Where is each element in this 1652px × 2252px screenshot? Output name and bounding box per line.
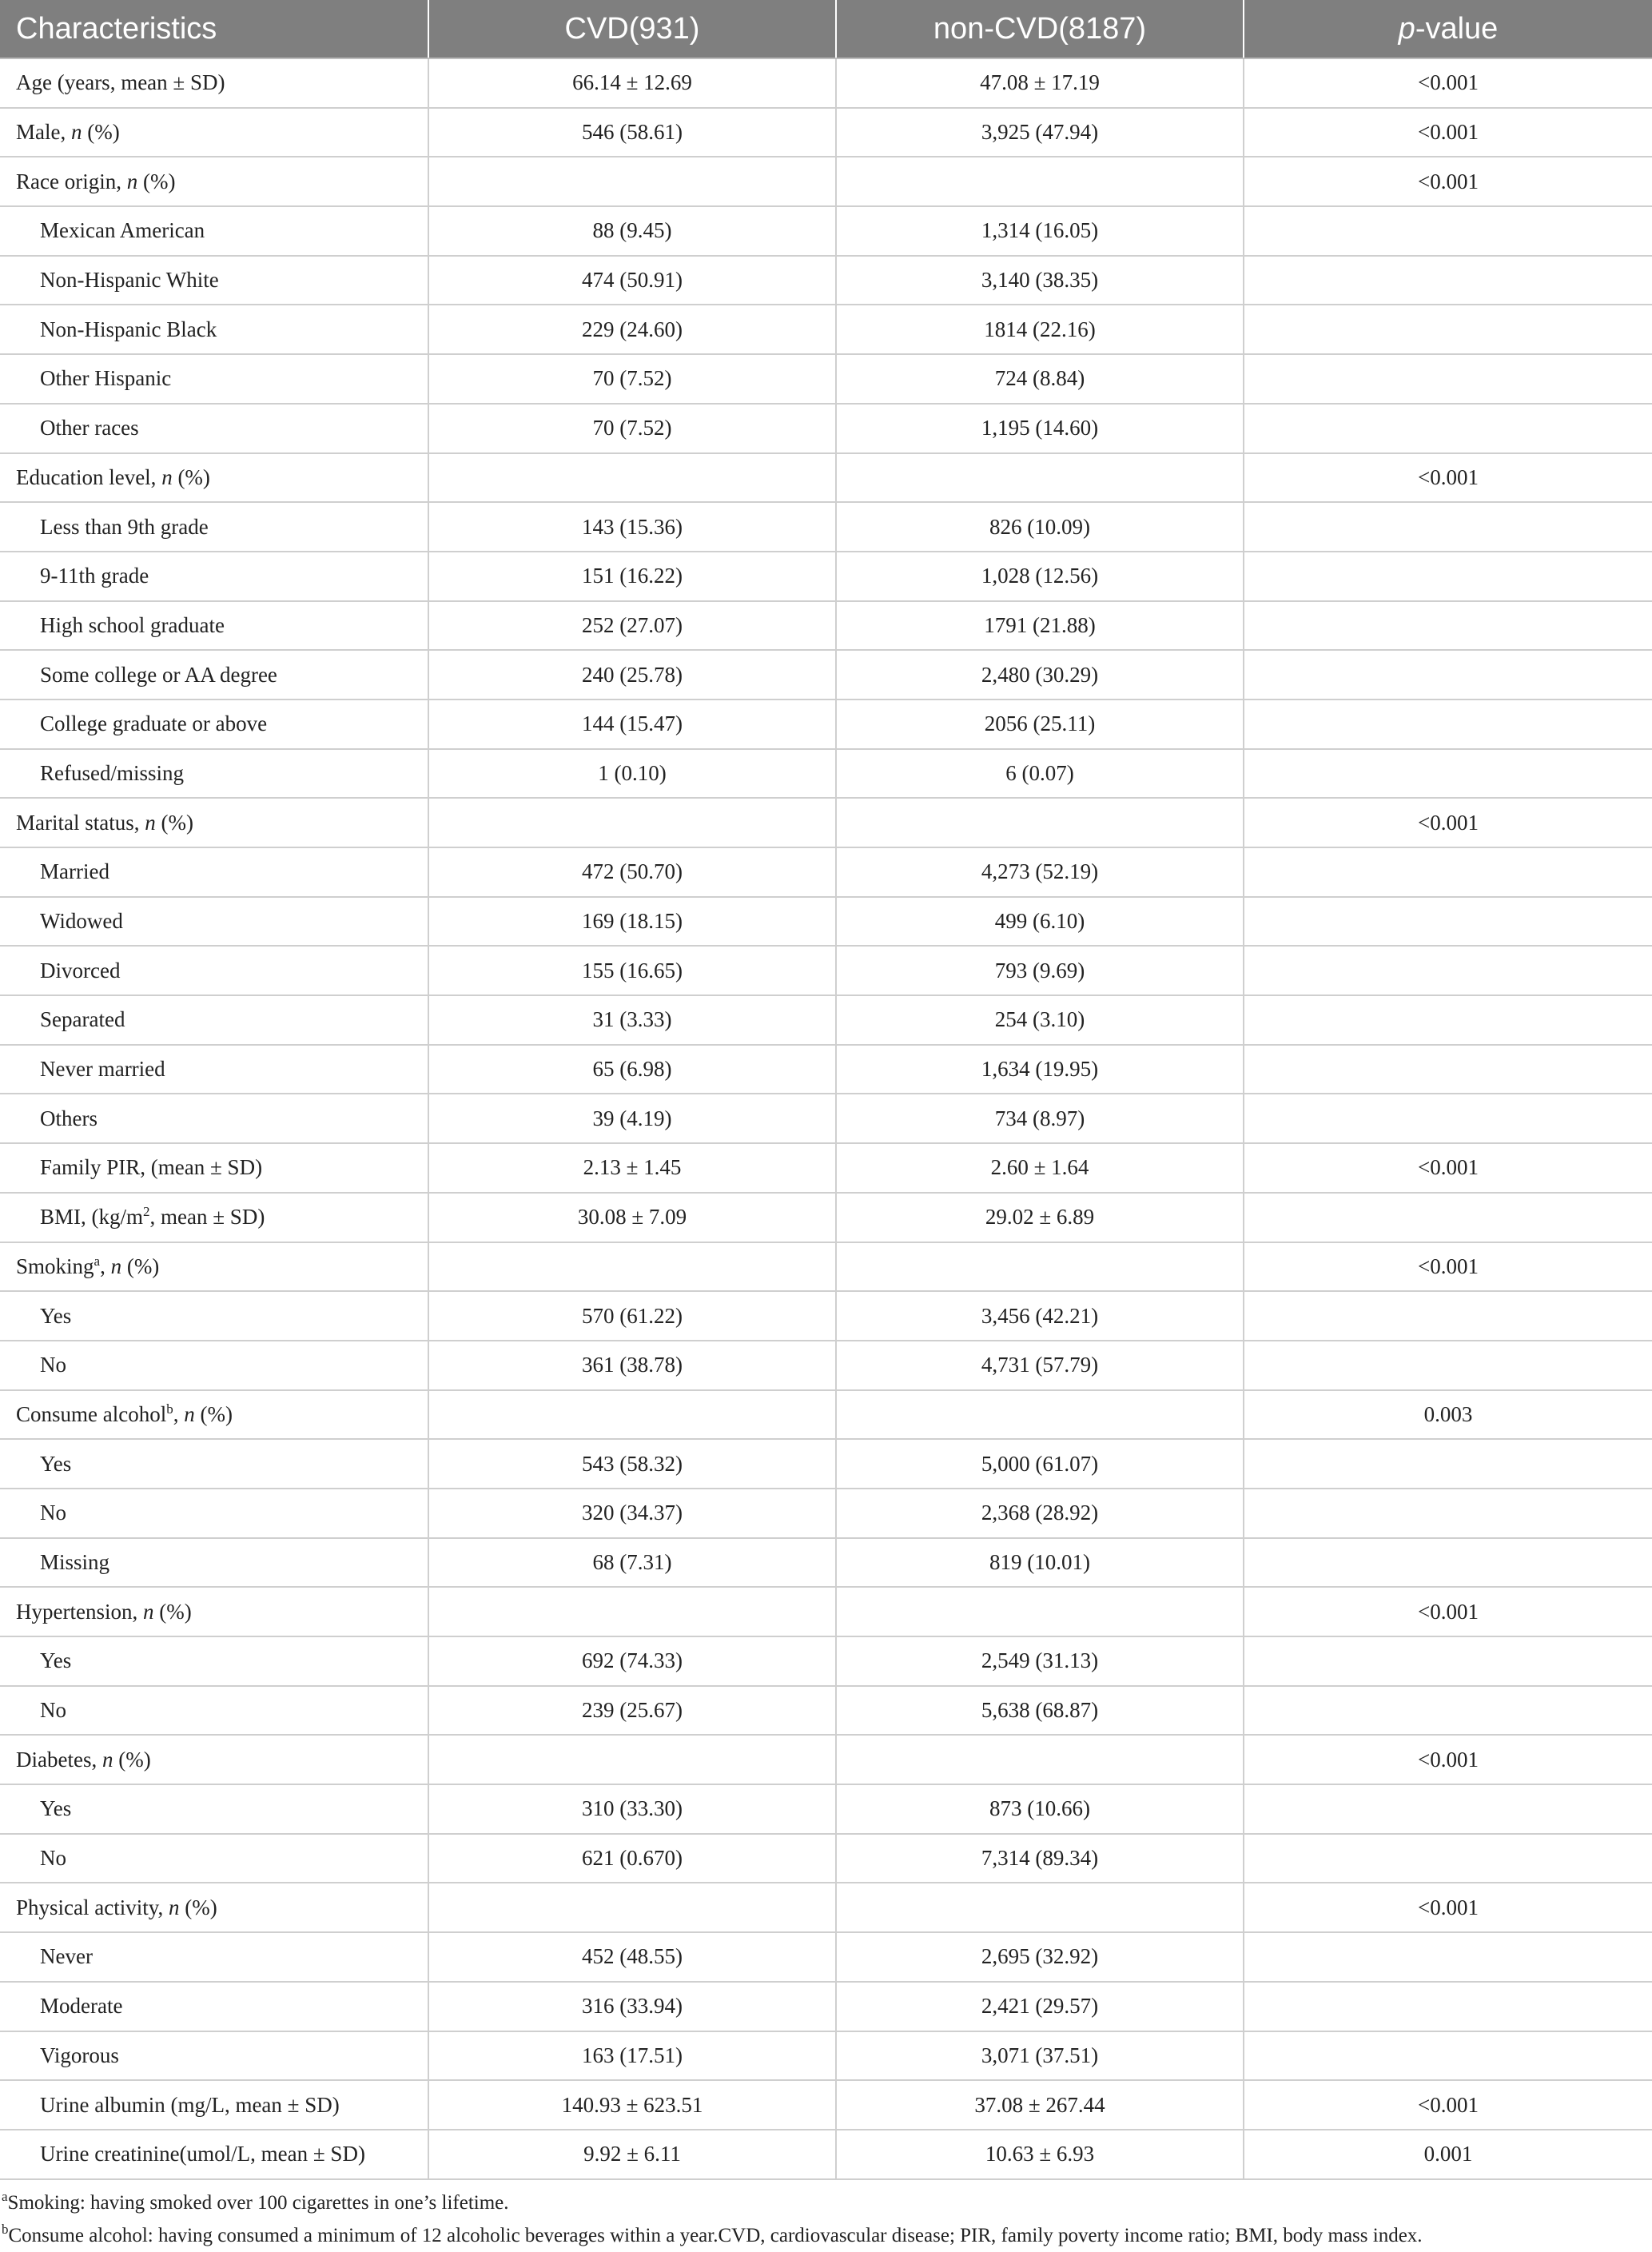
- cell-p-value: <0.001: [1244, 157, 1652, 206]
- n-symbol: n: [126, 169, 138, 193]
- table-row: [0, 847, 1652, 897]
- cell-p-value: [1244, 700, 1652, 749]
- row-label: [0, 58, 428, 108]
- cell-p-value: [1244, 1982, 1652, 2031]
- row-label: [0, 256, 428, 305]
- cell-p-value: [1244, 1932, 1652, 1982]
- label-text: Urine creatinine(umol/L, mean ± SD): [40, 2142, 365, 2166]
- label-text: (%): [194, 1401, 233, 1426]
- cell-non-cvd: 2.60 ± 1.64: [836, 1143, 1244, 1193]
- cell-non-cvd: 826 (10.09): [836, 502, 1244, 552]
- table-row: [0, 1291, 1652, 1341]
- table-row: [0, 1735, 1652, 1784]
- cell-p-value: [1244, 1686, 1652, 1736]
- table-row: [0, 1242, 1652, 1292]
- table-row: [0, 1193, 1652, 1242]
- row-label: [0, 305, 428, 354]
- label-text: Education level,: [16, 464, 162, 489]
- cell-non-cvd: 1,634 (19.95): [836, 1045, 1244, 1094]
- row-label: [0, 108, 428, 157]
- table-row: [0, 1686, 1652, 1736]
- table-row: [0, 2080, 1652, 2130]
- cell-cvd: 66.14 ± 12.69: [428, 58, 836, 108]
- cell-p-value: [1244, 650, 1652, 700]
- table-row: [0, 354, 1652, 404]
- cell-cvd: 144 (15.47): [428, 700, 836, 749]
- row-label: [0, 1538, 428, 1588]
- cell-cvd: 621 (0.670): [428, 1834, 836, 1883]
- row-label: [0, 552, 428, 601]
- row-label: [0, 453, 428, 503]
- label-text: Yes: [40, 1648, 72, 1673]
- cell-p-value: <0.001: [1244, 2080, 1652, 2130]
- cell-p-value: <0.001: [1244, 1143, 1652, 1193]
- cell-p-value: [1244, 552, 1652, 601]
- label-text: Marital status,: [16, 810, 145, 835]
- cell-cvd: 70 (7.52): [428, 404, 836, 453]
- label-text: Urine albumin (mg/L, mean ± SD): [40, 2092, 340, 2117]
- cell-cvd: 229 (24.60): [428, 305, 836, 354]
- label-text: Smoking: [16, 1254, 94, 1278]
- row-label: [0, 1587, 428, 1636]
- row-label: [0, 1982, 428, 2031]
- label-text: (%): [137, 169, 176, 193]
- row-label: [0, 1686, 428, 1736]
- label-text: Separated: [40, 1007, 125, 1032]
- cell-non-cvd: 254 (3.10): [836, 995, 1244, 1045]
- cell-cvd: 2.13 ± 1.45: [428, 1143, 836, 1193]
- cell-p-value: [1244, 2031, 1652, 2081]
- cell-cvd: 65 (6.98): [428, 1045, 836, 1094]
- cell-p-value: [1244, 601, 1652, 651]
- row-label: [0, 206, 428, 256]
- cell-p-value: [1244, 206, 1652, 256]
- table-row: [0, 1341, 1652, 1390]
- row-label: [0, 1636, 428, 1686]
- cell-cvd: 70 (7.52): [428, 354, 836, 404]
- label-text: ,: [100, 1254, 111, 1278]
- label-text: BMI, (kg/m: [40, 1205, 144, 1230]
- row-label: [0, 1045, 428, 1094]
- cell-p-value: <0.001: [1244, 1587, 1652, 1636]
- table-row: [0, 2031, 1652, 2081]
- label-text: Yes: [40, 1303, 72, 1328]
- label-text: 9-11th grade: [40, 564, 149, 588]
- table-row: [0, 1834, 1652, 1883]
- cell-cvd: 39 (4.19): [428, 1094, 836, 1143]
- label-text: Widowed: [40, 909, 123, 934]
- row-label: [0, 946, 428, 995]
- p-suffix: -value: [1415, 11, 1499, 46]
- cell-cvd: 88 (9.45): [428, 206, 836, 256]
- cell-p-value: 0.001: [1244, 2130, 1652, 2179]
- cell-p-value: [1244, 749, 1652, 799]
- cell-p-value: [1244, 1636, 1652, 1686]
- label-text: No: [40, 1353, 66, 1377]
- row-label: [0, 1735, 428, 1784]
- table-row: [0, 1982, 1652, 2031]
- label-text: Mexican American: [40, 218, 205, 243]
- row-label: [0, 798, 428, 847]
- cell-p-value: [1244, 1045, 1652, 1094]
- table-row: [0, 453, 1652, 503]
- cell-cvd: 31 (3.33): [428, 995, 836, 1045]
- footnote: [0, 2186, 1652, 2219]
- cell-p-value: [1244, 946, 1652, 995]
- table-row: [0, 700, 1652, 749]
- table-body: [0, 58, 1652, 2179]
- cell-non-cvd: 2,549 (31.13): [836, 1636, 1244, 1686]
- label-text: Married: [40, 859, 109, 884]
- cell-non-cvd: 3,071 (37.51): [836, 2031, 1244, 2081]
- table-row: [0, 1883, 1652, 1932]
- cell-non-cvd: [836, 157, 1244, 206]
- cell-cvd: 543 (58.32): [428, 1439, 836, 1489]
- table-row: [0, 1390, 1652, 1440]
- cell-non-cvd: 2,695 (32.92): [836, 1932, 1244, 1982]
- label-text: Other races: [40, 416, 139, 440]
- n-symbol: n: [102, 1747, 113, 1772]
- footnote-text: Smoking: having smoked over 100 cigarettes in one’s lifetime.: [7, 2191, 509, 2214]
- cell-non-cvd: 4,731 (57.79): [836, 1341, 1244, 1390]
- cell-cvd: 140.93 ± 623.51: [428, 2080, 836, 2130]
- cell-p-value: [1244, 305, 1652, 354]
- table-row: [0, 995, 1652, 1045]
- cell-non-cvd: 1,028 (12.56): [836, 552, 1244, 601]
- cell-non-cvd: [836, 1883, 1244, 1932]
- cell-non-cvd: [836, 798, 1244, 847]
- cell-non-cvd: [836, 1242, 1244, 1292]
- cell-p-value: [1244, 354, 1652, 404]
- table-row: [0, 897, 1652, 947]
- label-text: Refused/missing: [40, 760, 184, 785]
- header-non-cvd: non-CVD(8187): [836, 0, 1244, 58]
- row-label: [0, 1489, 428, 1538]
- cell-cvd: 361 (38.78): [428, 1341, 836, 1390]
- table-row: [0, 502, 1652, 552]
- row-label: [0, 749, 428, 799]
- table-row: [0, 404, 1652, 453]
- row-label: [0, 1883, 428, 1932]
- cell-cvd: 546 (58.61): [428, 108, 836, 157]
- row-label: [0, 700, 428, 749]
- table-row: [0, 749, 1652, 799]
- table-row: [0, 1045, 1652, 1094]
- cell-p-value: [1244, 1834, 1652, 1883]
- cell-cvd: [428, 1735, 836, 1784]
- footnote-mark: 2: [143, 1204, 150, 1220]
- label-text: (%): [153, 1599, 192, 1624]
- label-text: Physical activity,: [16, 1895, 169, 1919]
- cell-p-value: 0.003: [1244, 1390, 1652, 1440]
- cell-non-cvd: 5,000 (61.07): [836, 1439, 1244, 1489]
- cell-non-cvd: 873 (10.66): [836, 1784, 1244, 1834]
- label-text: Some college or AA degree: [40, 662, 277, 687]
- label-text: Age (years, mean ± SD): [16, 70, 225, 95]
- label-text: Vigorous: [40, 2043, 119, 2067]
- cell-cvd: 240 (25.78): [428, 650, 836, 700]
- cell-non-cvd: 793 (9.69): [836, 946, 1244, 995]
- cell-cvd: 474 (50.91): [428, 256, 836, 305]
- cell-p-value: <0.001: [1244, 1883, 1652, 1932]
- cell-p-value: [1244, 847, 1652, 897]
- cell-non-cvd: 1,195 (14.60): [836, 404, 1244, 453]
- label-text: Non-Hispanic White: [40, 268, 219, 293]
- cell-cvd: 692 (74.33): [428, 1636, 836, 1686]
- table-row: [0, 552, 1652, 601]
- label-text: ,: [173, 1401, 185, 1426]
- n-symbol: n: [70, 120, 82, 145]
- label-text: Less than 9th grade: [40, 514, 209, 539]
- cell-non-cvd: 37.08 ± 267.44: [836, 2080, 1244, 2130]
- footnotes: [0, 2180, 1652, 2252]
- cell-p-value: <0.001: [1244, 108, 1652, 157]
- cell-cvd: [428, 1242, 836, 1292]
- row-label: [0, 2031, 428, 2081]
- cell-cvd: 143 (15.36): [428, 502, 836, 552]
- cell-non-cvd: 10.63 ± 6.93: [836, 2130, 1244, 2179]
- cell-p-value: [1244, 256, 1652, 305]
- cell-non-cvd: 1791 (21.88): [836, 601, 1244, 651]
- cell-p-value: [1244, 1341, 1652, 1390]
- cell-p-value: [1244, 404, 1652, 453]
- label-text: No: [40, 1846, 66, 1871]
- label-text: Moderate: [40, 1994, 123, 2019]
- cell-non-cvd: 1814 (22.16): [836, 305, 1244, 354]
- cell-cvd: [428, 1390, 836, 1440]
- table-row: [0, 1538, 1652, 1588]
- cell-non-cvd: [836, 1735, 1244, 1784]
- label-text: Missing: [40, 1549, 110, 1574]
- p-symbol: p: [1398, 11, 1415, 46]
- cell-non-cvd: 47.08 ± 17.19: [836, 58, 1244, 108]
- label-text: No: [40, 1698, 66, 1723]
- cell-p-value: [1244, 1439, 1652, 1489]
- n-symbol: n: [145, 810, 156, 835]
- cell-cvd: 252 (27.07): [428, 601, 836, 651]
- row-label: [0, 601, 428, 651]
- cell-p-value: <0.001: [1244, 798, 1652, 847]
- label-text: Never: [40, 1944, 93, 1969]
- cell-non-cvd: 724 (8.84): [836, 354, 1244, 404]
- table-row: [0, 157, 1652, 206]
- cell-p-value: [1244, 502, 1652, 552]
- cell-non-cvd: 2,368 (28.92): [836, 1489, 1244, 1538]
- n-symbol: n: [168, 1895, 180, 1919]
- label-text: Family PIR, (mean ± SD): [40, 1155, 263, 1180]
- cell-p-value: [1244, 1784, 1652, 1834]
- table-row: [0, 601, 1652, 651]
- cell-cvd: 1 (0.10): [428, 749, 836, 799]
- cell-non-cvd: 2,421 (29.57): [836, 1982, 1244, 2031]
- footnote: [0, 2219, 1652, 2252]
- cell-cvd: [428, 798, 836, 847]
- cell-cvd: 316 (33.94): [428, 1982, 836, 2031]
- row-label: [0, 354, 428, 404]
- cell-non-cvd: 1,314 (16.05): [836, 206, 1244, 256]
- row-label: [0, 1834, 428, 1883]
- table-row: [0, 1784, 1652, 1834]
- label-text: (%): [121, 1254, 160, 1278]
- cell-non-cvd: [836, 1390, 1244, 1440]
- cell-non-cvd: [836, 1587, 1244, 1636]
- cell-non-cvd: 6 (0.07): [836, 749, 1244, 799]
- table-row: [0, 946, 1652, 995]
- cell-p-value: [1244, 1291, 1652, 1341]
- row-label: [0, 1094, 428, 1143]
- cell-non-cvd: 819 (10.01): [836, 1538, 1244, 1588]
- table-header: [0, 0, 1652, 58]
- label-text: Yes: [40, 1796, 72, 1821]
- row-label: [0, 157, 428, 206]
- cell-non-cvd: 2,480 (30.29): [836, 650, 1244, 700]
- row-label: [0, 2080, 428, 2130]
- footnote-text: Consume alcohol: having consumed a minimum of 12 alcoholic beverages within a year.CVD, cardiovascular disease; PIR, family poverty income ratio; BMI, body mass index.: [8, 2224, 1423, 2246]
- cell-p-value: [1244, 1538, 1652, 1588]
- header-cvd: CVD(931): [428, 0, 836, 58]
- cell-cvd: 68 (7.31): [428, 1538, 836, 1588]
- cell-non-cvd: 734 (8.97): [836, 1094, 1244, 1143]
- cell-p-value: <0.001: [1244, 1735, 1652, 1784]
- table-row: [0, 1489, 1652, 1538]
- label-text: Divorced: [40, 958, 121, 983]
- cell-non-cvd: 7,314 (89.34): [836, 1834, 1244, 1883]
- cell-cvd: 320 (34.37): [428, 1489, 836, 1538]
- n-symbol: n: [161, 464, 173, 489]
- cell-cvd: 163 (17.51): [428, 2031, 836, 2081]
- row-label: [0, 897, 428, 947]
- table-row: [0, 2130, 1652, 2179]
- cell-cvd: [428, 1587, 836, 1636]
- cell-p-value: <0.001: [1244, 453, 1652, 503]
- table-row: [0, 206, 1652, 256]
- table-row: [0, 1094, 1652, 1143]
- label-text: Diabetes,: [16, 1747, 102, 1772]
- row-label: [0, 1291, 428, 1341]
- n-symbol: n: [110, 1254, 122, 1278]
- label-text: (%): [179, 1895, 217, 1919]
- cell-non-cvd: [836, 453, 1244, 503]
- label-text: Hypertension,: [16, 1599, 143, 1624]
- label-text: (%): [172, 464, 210, 489]
- row-label: [0, 1193, 428, 1242]
- cell-cvd: 472 (50.70): [428, 847, 836, 897]
- header-characteristics: Characteristics: [0, 0, 428, 58]
- cell-cvd: 452 (48.55): [428, 1932, 836, 1982]
- header-p-value: [1244, 0, 1652, 58]
- table-row: [0, 1143, 1652, 1193]
- cell-cvd: 310 (33.30): [428, 1784, 836, 1834]
- cell-non-cvd: 29.02 ± 6.89: [836, 1193, 1244, 1242]
- label-text: Male,: [16, 120, 71, 145]
- row-label: [0, 502, 428, 552]
- label-text: Yes: [40, 1451, 72, 1476]
- table-row: [0, 58, 1652, 108]
- cell-p-value: [1244, 1193, 1652, 1242]
- table-row: [0, 1636, 1652, 1686]
- cell-p-value: <0.001: [1244, 1242, 1652, 1292]
- cell-cvd: 9.92 ± 6.11: [428, 2130, 836, 2179]
- row-label: [0, 1242, 428, 1292]
- table-row: [0, 108, 1652, 157]
- cell-p-value: <0.001: [1244, 58, 1652, 108]
- cell-non-cvd: 3,140 (38.35): [836, 256, 1244, 305]
- label-text: Never married: [40, 1057, 165, 1082]
- label-text: College graduate or above: [40, 711, 268, 736]
- label-text: (%): [155, 810, 193, 835]
- label-text: Consume alcohol: [16, 1401, 167, 1426]
- row-label: [0, 1390, 428, 1440]
- n-symbol: n: [184, 1401, 195, 1426]
- cell-cvd: 151 (16.22): [428, 552, 836, 601]
- table-row: [0, 305, 1652, 354]
- table-row: [0, 1587, 1652, 1636]
- footnote-mark: b: [2, 2221, 9, 2237]
- cell-non-cvd: 499 (6.10): [836, 897, 1244, 947]
- row-label: [0, 847, 428, 897]
- row-label: [0, 1143, 428, 1193]
- cell-cvd: [428, 157, 836, 206]
- label-text: Other Hispanic: [40, 366, 172, 391]
- cell-cvd: 155 (16.65): [428, 946, 836, 995]
- label-text: Non-Hispanic Black: [40, 317, 217, 341]
- cell-non-cvd: 2056 (25.11): [836, 700, 1244, 749]
- cell-p-value: [1244, 1094, 1652, 1143]
- label-text: High school graduate: [40, 612, 225, 637]
- row-label: [0, 650, 428, 700]
- cell-cvd: [428, 1883, 836, 1932]
- label-text: (%): [82, 120, 120, 145]
- table-row: [0, 798, 1652, 847]
- label-text: Race origin,: [16, 169, 127, 193]
- cell-non-cvd: 5,638 (68.87): [836, 1686, 1244, 1736]
- cell-p-value: [1244, 897, 1652, 947]
- cell-cvd: 239 (25.67): [428, 1686, 836, 1736]
- table-row: [0, 1439, 1652, 1489]
- cell-non-cvd: 4,273 (52.19): [836, 847, 1244, 897]
- label-text: Others: [40, 1106, 98, 1130]
- cell-cvd: 30.08 ± 7.09: [428, 1193, 836, 1242]
- row-label: [0, 1932, 428, 1982]
- footnote-mark: a: [94, 1253, 101, 1269]
- label-text: (%): [113, 1747, 151, 1772]
- cell-cvd: 570 (61.22): [428, 1291, 836, 1341]
- table-row: [0, 1932, 1652, 1982]
- cell-p-value: [1244, 1489, 1652, 1538]
- row-label: [0, 404, 428, 453]
- table-row: [0, 650, 1652, 700]
- n-symbol: n: [142, 1599, 154, 1624]
- table-row: [0, 256, 1652, 305]
- label-text: No: [40, 1501, 66, 1525]
- row-label: [0, 1341, 428, 1390]
- row-label: [0, 1784, 428, 1834]
- footnote-mark: b: [166, 1401, 173, 1417]
- row-label: [0, 1439, 428, 1489]
- cell-cvd: [428, 453, 836, 503]
- cell-non-cvd: 3,925 (47.94): [836, 108, 1244, 157]
- cell-non-cvd: 3,456 (42.21): [836, 1291, 1244, 1341]
- footnote-mark: a: [2, 2188, 8, 2204]
- label-text: , mean ± SD): [149, 1205, 265, 1230]
- row-label: [0, 995, 428, 1045]
- cell-p-value: [1244, 995, 1652, 1045]
- row-label: [0, 2130, 428, 2179]
- cell-cvd: 169 (18.15): [428, 897, 836, 947]
- header-row: [0, 0, 1652, 58]
